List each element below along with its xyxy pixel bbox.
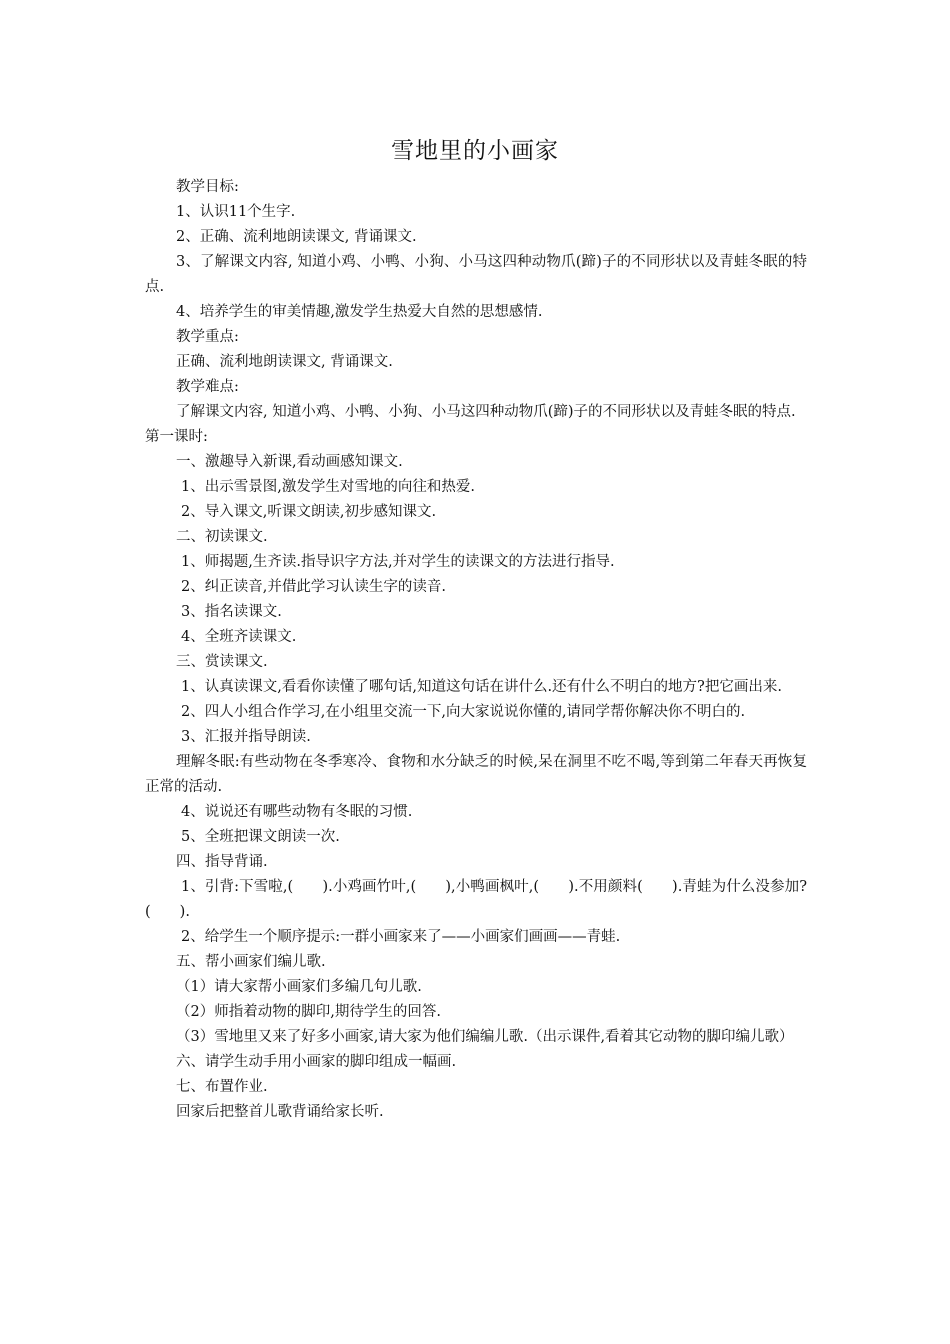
objective-item: 2、正确、流利地朗读课文, 背诵课文. [176,229,417,245]
step-heading: 一、激趣导入新课,看动画感知课文. [176,454,403,470]
homework-text: 回家后把整首儿歌背诵给家长听. [176,1104,384,1120]
step-item: 2、给学生一个顺序提示:一群小画家来了——小画家们画画——青蛙. [181,929,621,945]
step-note: 理解冬眠:有些动物在冬季寒冷、食物和水分缺乏的时候,呆在洞里不吃不喝,等到第二年春天再恢复正常的活动. [145,754,807,795]
step-item: （1）请大家帮小画家们多编几句儿歌. [176,979,422,995]
step-item: 4、全班齐读课文. [181,629,297,645]
objective-item: 1、认识11个生字. [176,204,296,220]
step-item: 3、汇报并指导朗读. [181,729,311,745]
step-heading: 六、请学生动手用小画家的脚印组成一幅画. [176,1054,457,1070]
lesson-heading: 第一课时: [145,429,208,445]
step-item: （3）雪地里又来了好多小画家,请大家为他们编编儿歌.（出示课件,看着其它动物的脚印编儿歌） [176,1029,794,1045]
step-item: 4、说说还有哪些动物有冬眠的习惯. [181,804,413,820]
section-heading-objectives: 教学目标: [176,179,239,195]
step-item: 2、纠正读音,并借此学习认读生字的读音. [181,579,446,595]
objective-item: 4、培养学生的审美情趣,激发学生热爱大自然的思想感情. [176,304,543,320]
step-heading: 四、指导背诵. [176,854,268,870]
step-item: 5、全班把课文朗读一次. [181,829,340,845]
section-heading-difficulties: 教学难点: [176,379,239,395]
step-item: 2、导入课文,听课文朗读,初步感知课文. [181,504,437,520]
step-item: 1、出示雪景图,激发学生对雪地的向往和热爱. [181,479,475,495]
step-item: （2）师指着动物的脚印,期待学生的回答. [176,1004,441,1020]
difficulty-text: 了解课文内容, 知道小鸡、小鸭、小狗、小马这四种动物爪(蹄)子的不同形状以及青蛙冬眠的特点. [176,404,796,420]
step-item: 1、引背:下雪啦,( ).小鸡画竹叶,( ),小鸭画枫叶,( ).不用颜料( ).青蛙为什么没参加?( ). [145,879,807,920]
document-body [145,175,807,1125]
step-item: 2、四人小组合作学习,在小组里交流一下,向大家说说你懂的,请同学帮你解决你不明白的. [181,704,746,720]
document-title: 雪地里的小画家 [391,138,559,164]
step-heading: 三、赏读课文. [176,654,268,670]
objective-item: 3、了解课文内容, 知道小鸡、小鸭、小狗、小马这四种动物爪(蹄)子的不同形状以及青蛙冬眠的特点. [145,254,807,295]
section-heading-key-points: 教学重点: [176,329,239,345]
step-item: 3、指名读课文. [181,604,282,620]
key-point-text: 正确、流利地朗读课文, 背诵课文. [176,354,393,370]
step-item: 1、师揭题,生齐读.指导识字方法,并对学生的读课文的方法进行指导. [181,554,615,570]
step-item: 1、认真读课文,看看你读懂了哪句话,知道这句话在讲什么.还有什么不明白的地方?把它画出来. [181,679,782,695]
step-heading: 七、布置作业. [176,1079,268,1095]
step-heading: 五、帮小画家们编儿歌. [176,954,326,970]
step-heading: 二、初读课文. [176,529,268,545]
